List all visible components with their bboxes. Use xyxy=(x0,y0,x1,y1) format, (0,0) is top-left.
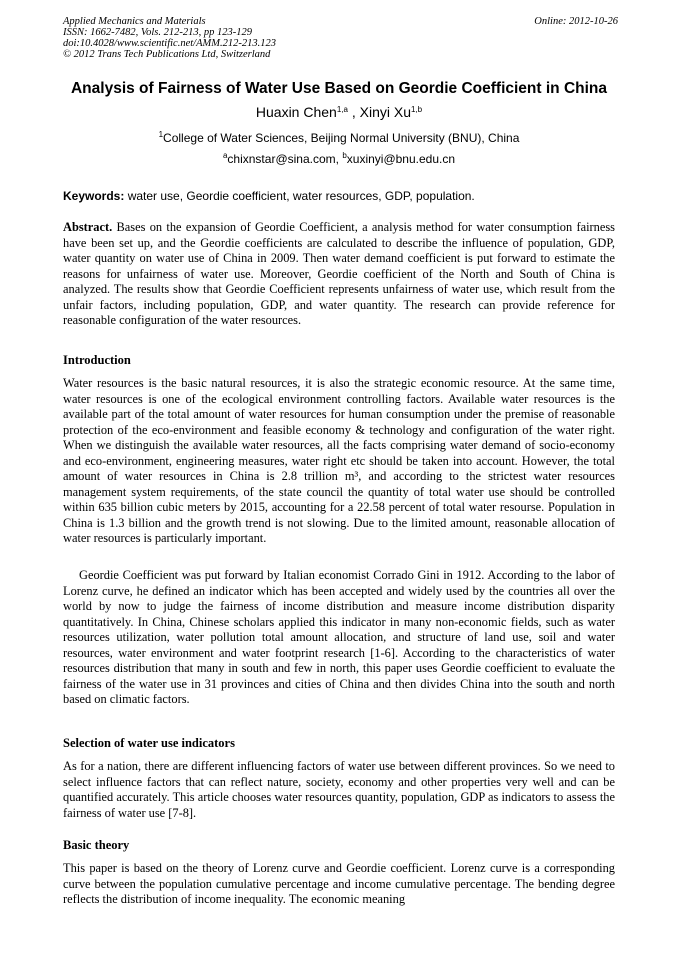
copyright-line: © 2012 Trans Tech Publications Ltd, Switzerland xyxy=(63,49,271,60)
email-superscript: b xyxy=(342,151,347,160)
affiliation xyxy=(0,131,678,145)
section-heading-selection: Selection of water use indicators xyxy=(63,736,235,750)
abstract xyxy=(63,220,615,329)
author-name: Xinyi Xu xyxy=(359,104,411,120)
abstract-label: Abstract. xyxy=(63,220,113,234)
email-address: chixnstar@sina.com, xyxy=(227,152,343,166)
selection-paragraph: As for a nation, there are different influencing factors of water use between different provinces. So we need to select influence factors that can reflect nature, society, economy and other properties very well and can be quantified accurately. This article chooses water resources quantity, population, GDP as indicators to assess the fairness of water use [7-8]. xyxy=(63,759,615,820)
email-address: xuxinyi@bnu.edu.cn xyxy=(346,152,456,166)
author-superscript: 1,b xyxy=(410,105,423,114)
paper-title: Analysis of Fairness of Water Use Based on Geordie Coefficient in China xyxy=(70,80,607,97)
author-list xyxy=(0,104,678,120)
intro-paragraph-1: Water resources is the basic natural resources, it is also the strategic economic resource. At the same time, water resources is one of the ecological environment controlling factors. Available water resources is the available part of the total amount of water resources for human consumption under the premise of reasonable protection of the eco-environment and feasible economy & technology and configuration of the water right. When we distinguish the available water resources, all the facts comprising water demand of socio-economy and eco-environment, engineering measures, water right etc should be taken into account. However, the total amount of water resources in China is 2.8 trillion m³, and according to the strictest water resources management system requirements, of the state council the quantity of total water use should be controlled within 635 billion cubic meters by 2015, accounting for a 22.58 percent of total water resourse. Population in China is 1.3 billion and the growth trend is not slowing. Due to the limited amount, reasonable allocation of water resources is particularly important. xyxy=(63,376,615,545)
section-heading-introduction: Introduction xyxy=(63,353,131,367)
journal-header xyxy=(63,16,618,60)
author-superscript: 1,a xyxy=(336,105,348,114)
issn-line: ISSN: 1662-7482, Vols. 212-213, pp 123-129 xyxy=(63,27,252,38)
keywords-label: Keywords: xyxy=(63,189,125,203)
affiliation-superscript: 1 xyxy=(158,130,164,139)
affiliation-text: College of Water Sciences, Beijing Normal University (BNU), China xyxy=(163,131,520,145)
online-date: Online: 2012-10-26 xyxy=(534,16,618,27)
section-heading-basic-theory: Basic theory xyxy=(63,838,130,852)
doi-line: doi:10.4028/www.scientific.net/AMM.212-213.123 xyxy=(63,38,276,49)
journal-name: Applied Mechanics and Materials xyxy=(63,16,206,27)
theory-paragraph: This paper is based on the theory of Lorenz curve and Geordie coefficient. Lorenz curve is a corresponding curve between the population cumulative percentage and income cumulative percentage. The bending degree reflects the distribution of income inequality. The economic meaning xyxy=(63,861,615,906)
intro-paragraph-2: Geordie Coefficient was put forward by Italian economist Corrado Gini in 1912. According to the labor of Lorenz curve, he defined an indicator which has been accepted and widely used by the countries all over the world by now to judge the fairness of income distribution and measure income distribution disparity quantitatively. In China, Chinese scholars applied this indicator in many non-economic fields, such as water resources utilization, water pollution total amount allocation, and structure of land use, soil and water resources, water environment and water footprint research [1-6]. According to the characteristics of water resources distribution that many in south and few in north, this paper uses Geordie coefficient to evaluate the fairness of the water use in 31 provinces and cities of China and then divides China into the south and north based on climatic factors. xyxy=(63,568,615,706)
author-name: Huaxin Chen xyxy=(255,104,337,120)
keywords xyxy=(63,189,618,203)
email-list xyxy=(0,152,678,166)
author-separator: , xyxy=(347,104,360,120)
keywords-text: water use, Geordie coefficient, water resources, GDP, population. xyxy=(124,189,475,203)
email-superscript: a xyxy=(222,151,228,160)
abstract-text: Bases on the expansion of Geordie Coefficient, a analysis method for water consumption fairness have been set up, and the Geordie coefficients are calculated to describe the influence of population, GDP, water quantity on water use of China in 2009. Then water demand coefficient is put forward to estimate the reasons for unfairness of water use. Moreover, Geordie coefficient of the North and South of China is analyzed. The results show that Geordie Coefficient represents unfairness of water use, which result from the unfair factors, including population, GDP, and water quantity. The research can provide reference for reasonable configuration of the water resources. xyxy=(63,220,615,327)
